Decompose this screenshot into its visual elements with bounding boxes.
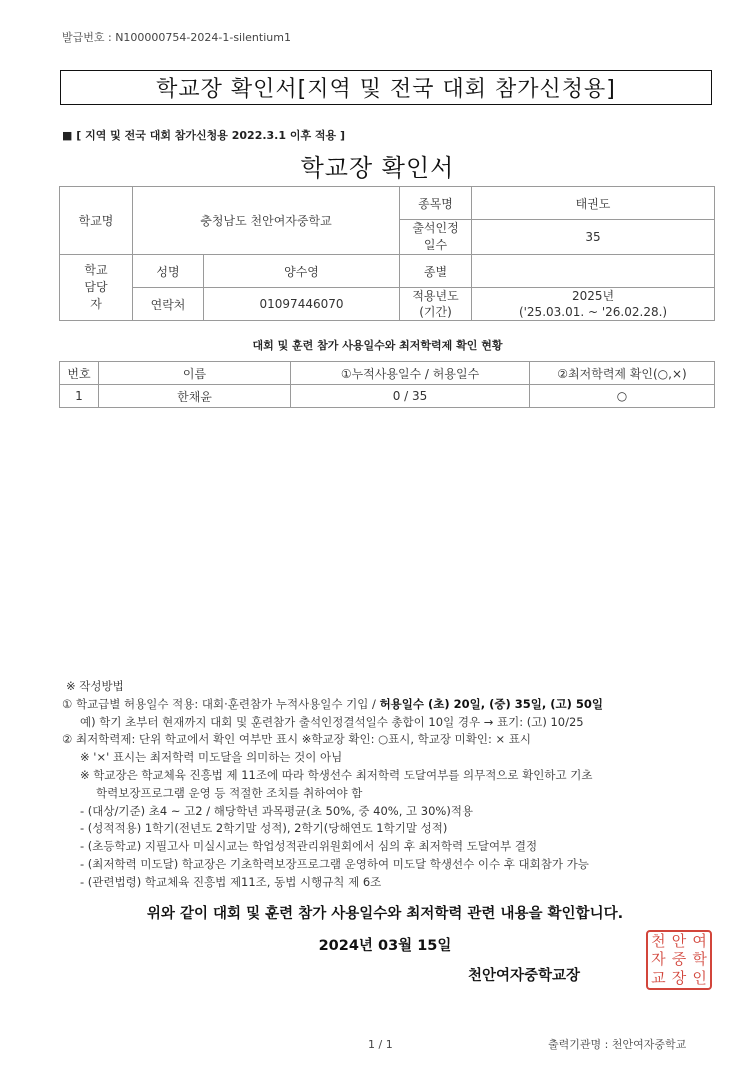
school-value: 충청남도 천안여자중학교 — [133, 187, 400, 255]
document-title: 학교장 확인서 — [300, 154, 455, 182]
guide-heading: ※ 작성방법 — [66, 679, 124, 693]
output-organization: 출력기관명 : 천안여자중학교 — [548, 1038, 687, 1051]
school-label: 학교명 — [60, 187, 133, 255]
sub-note: ■ [ 지역 및 전국 대회 참가신청용 2022.3.1 이후 적용 ] — [62, 129, 346, 142]
info-table — [59, 186, 715, 321]
row-name: 한채윤 — [99, 385, 291, 408]
table-row — [60, 385, 715, 408]
seal-char: 천 — [651, 931, 666, 950]
seal-char: 장 — [671, 969, 687, 988]
header-name: 이름 — [99, 362, 291, 385]
guide-line: 학력보장프로그램 운영 등 적절한 조치를 취하여야 함 — [96, 785, 363, 800]
guide-line1-b: 허용일수 (초) 20일, (중) 35일, (고) 50일 — [379, 696, 603, 711]
attendance-label: 출석인정 일수 — [400, 220, 472, 255]
row-days: 0 / 35 — [291, 385, 530, 408]
seal-char: 중 — [671, 950, 687, 969]
header-days: ①누적사용일수 / 허용일수 — [291, 362, 530, 385]
section-title: 대회 및 훈련 참가 사용일수와 최저학력제 확인 현황 — [252, 339, 503, 352]
guide-line: - (성적적용) 1학기(전년도 2학기말 성적), 2학기(당해연도 1학기말 성적) — [80, 821, 448, 836]
contact-label: 연락처 — [133, 288, 204, 321]
row-check: ○ — [530, 385, 715, 408]
guide-line: ※ 학교장은 학교체육 진흥법 제 11조에 따라 학생선수 최저학력 도달여부를 의무적으로 확인하고 기초 — [80, 767, 593, 782]
name-value: 양수영 — [204, 255, 400, 288]
period-text: ('25.03.01. ~ '26.02.28.) — [518, 305, 668, 319]
manager-label: 학교 담당자 — [60, 255, 133, 321]
sport-label: 종목명 — [400, 187, 472, 220]
seal-char: 학 — [692, 950, 707, 969]
issue-date: 2024년 03월 15일 — [318, 938, 452, 954]
type-value — [472, 255, 715, 288]
seal-char: 교 — [651, 969, 666, 988]
row-no: 1 — [60, 385, 99, 408]
page-number: 1 / 1 — [368, 1038, 393, 1051]
confirm-statement: 위와 같이 대회 및 훈련 참가 사용일수와 최저학력 관련 내용을 확인합니다. — [146, 906, 624, 922]
guide-line1-a: ① 학교급별 허용일수 적용: 대회·훈련참가 누적사용일수 기입 / — [62, 696, 380, 711]
status-table — [59, 361, 715, 408]
year-label: 적용년도 (기간) — [400, 288, 472, 321]
header-no: 번호 — [60, 362, 99, 385]
name-label: 성명 — [133, 255, 204, 288]
attendance-value: 35 — [472, 220, 715, 255]
guide-line: - (관련법령) 학교체육 진흥법 제11조, 동법 시행규칙 제 6조 — [80, 874, 382, 889]
principal-name: 천안여자중학교장 — [468, 968, 581, 984]
year-value — [472, 288, 715, 321]
guide-line: ② 최저학력제: 단위 학교에서 확인 여부만 표시 ※학교장 확인: ○표시, 학교장 미확인: × 표시 — [62, 732, 532, 747]
seal-char: 안 — [671, 931, 687, 950]
guide-line: - (대상/기준) 초4 ~ 고2 / 해당학년 과목평균(초 50%, 중 40%, 고 30%)적용 — [80, 803, 474, 818]
issue-number: 발급번호 : N100000754-2024-1-silentium1 — [62, 31, 291, 44]
year-text: 2025년 — [571, 289, 615, 303]
guide-line: - (초등학교) 지필고사 미실시교는 학업성적관리위원회에서 심의 후 최저학력 도달여부 결정 — [80, 839, 538, 854]
contact-value: 01097446070 — [204, 288, 400, 321]
seal-char: 인 — [692, 969, 707, 988]
guide-line: 예) 학기 초부터 현재까지 대회 및 훈련참가 출석인정결석일수 총합이 10일 경우 → 표기: (고) 10/25 — [80, 714, 584, 729]
guide-line: - (최저학력 미도달) 학교장은 기초학력보장프로그램 운영하여 미도달 학생선수 이수 후 대회참가 가능 — [80, 856, 589, 871]
guide-line — [62, 696, 702, 714]
header-check: ②최저학력제 확인(○,×) — [530, 362, 715, 385]
sport-value: 태권도 — [472, 187, 715, 220]
guide-section — [62, 678, 702, 892]
seal-char: 자 — [651, 950, 666, 969]
guide-line: ※ '×' 표시는 최저학력 미도달을 의미하는 것이 아님 — [80, 750, 343, 765]
header-title: 학교장 확인서[지역 및 전국 대회 참가신청용] — [60, 70, 712, 105]
seal-char: 여 — [692, 931, 707, 950]
official-seal — [646, 930, 712, 990]
type-label: 종별 — [400, 255, 472, 288]
